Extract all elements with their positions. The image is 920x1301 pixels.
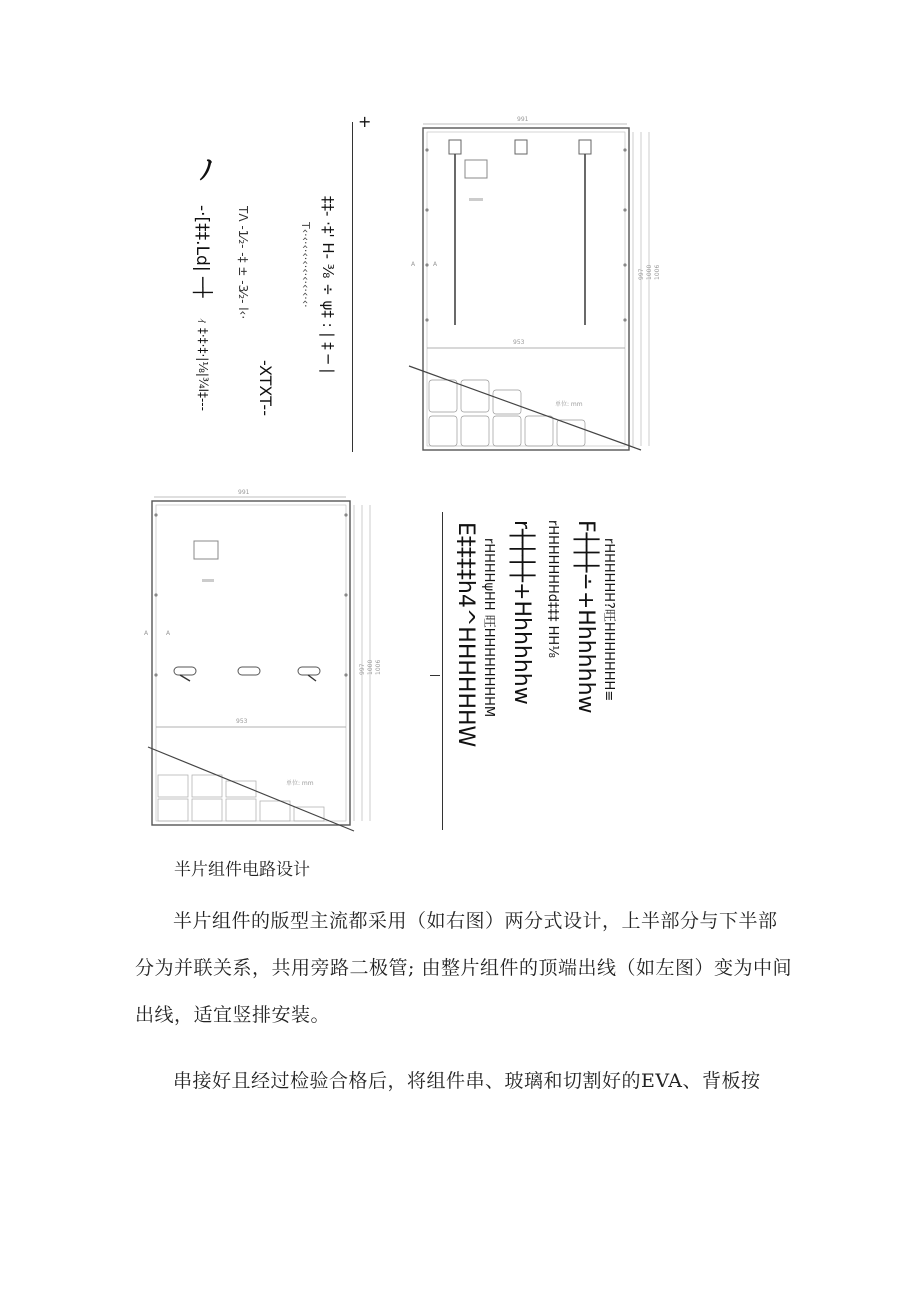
top-dimension-label: 991 (517, 116, 529, 123)
unit-label: 单位: mm (555, 401, 583, 408)
rotated-text-b3: r┼┼┼┼+Hhhhhhw (509, 520, 534, 705)
rotated-text-b1: E‡‡‡‡h4^HHHHHHW (453, 522, 478, 748)
rotated-text-col3: -XTXT-- (256, 360, 275, 416)
rotated-text-b4: rHHHHHHHd‡‡‡ HH⅛ (545, 520, 560, 658)
side-dim-1: 997 (359, 663, 366, 675)
vertical-rule-top (352, 122, 353, 452)
body-paragraph-2: 串接好且经过检验合格后，将组件串、玻璃和切割好的EVA、背板按 (173, 1070, 761, 1092)
module-drawing-top-right (405, 110, 665, 460)
side-dim-3: 1006 (654, 264, 661, 280)
rotated-text-b5: F┼┼┼∸+Hhhhhhw (573, 520, 598, 714)
rotated-text-b2: rHHHHψHH 旺HHHHHHHHM (481, 538, 496, 718)
section-caption: 半片组件电路设计 (174, 860, 310, 880)
body-paragraph-1: 半片组件的版型主流都采用（如右图）两分式设计，上半部分与下半部分为并联关系，共用旁路二极管; 由整片组件的顶端出线（如左图）变为中间出线，适宜竖排安装。 (135, 910, 792, 1026)
top-dimension-label: 991 (238, 489, 250, 496)
rotated-text-col4b: T‹·‹·‹·‹·‹·‹·‹·‹·‹·‹· (299, 222, 312, 308)
side-dim-2: 1000 (646, 264, 653, 280)
rotated-text-col1b: ｨ ‡·‡·‡·|⅛|¾l‡--- (196, 318, 210, 411)
unit-label: 单位: mm (286, 780, 314, 787)
side-dim-1: 997 (638, 268, 645, 280)
bracket-rule (442, 512, 443, 830)
mid-dimension-label: 953 (236, 718, 248, 725)
plus-mark: + (358, 112, 372, 131)
rotated-text-col1a: -·[‡‡.Ld| ─┼ (192, 205, 212, 298)
bracket-tick (430, 675, 440, 676)
rotated-text-col4a: ‡‡- ·‡' H- ⅜ ÷ ψ‡ : | ‡ ─ | (319, 196, 337, 374)
rotated-text-b6: rHHHHHH?旺HHHHHHH≡ (601, 538, 616, 702)
module-drawing-bottom-left (140, 485, 400, 835)
section-mark-right: A (166, 630, 171, 637)
mid-dimension-label: 953 (513, 339, 525, 346)
section-mark-right: A (433, 261, 438, 268)
rotated-mark: ﾉ (200, 156, 214, 186)
side-dim-3: 1006 (375, 659, 382, 675)
section-mark-left: A (411, 261, 416, 268)
rotated-text-col2: TΛ -1⁄₂- -‡ ± -3⁄₂- l‹· (236, 206, 250, 320)
section-mark-left: A (144, 630, 149, 637)
side-dim-2: 1000 (367, 659, 374, 675)
